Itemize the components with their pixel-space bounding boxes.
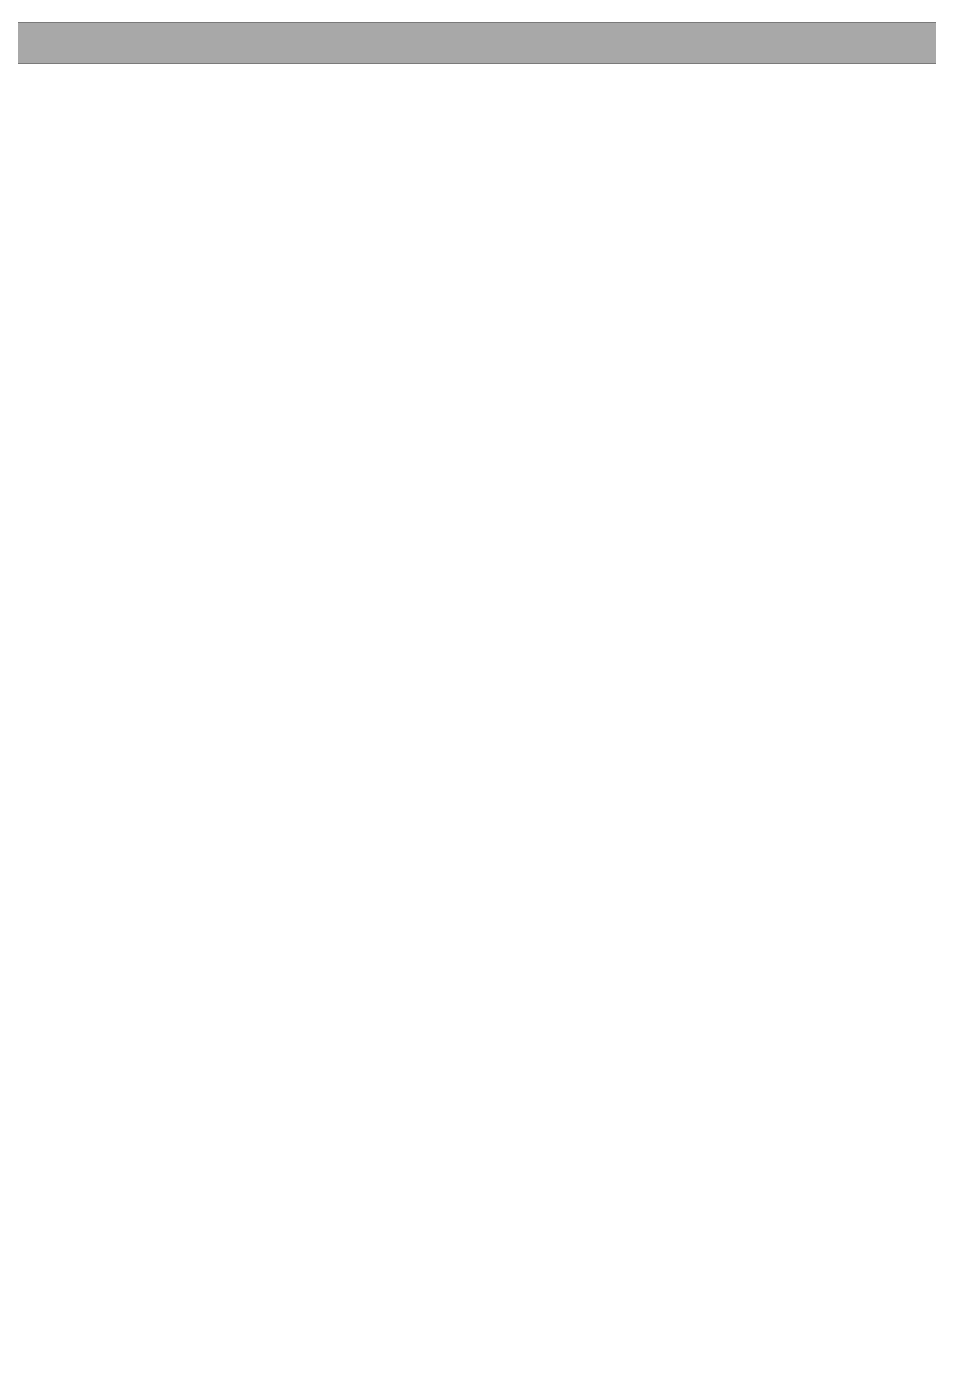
header-weight xyxy=(753,23,936,63)
header-image-cell xyxy=(18,23,349,63)
header-fmsi xyxy=(349,23,567,63)
header-size xyxy=(567,23,753,63)
table-header xyxy=(18,22,936,64)
